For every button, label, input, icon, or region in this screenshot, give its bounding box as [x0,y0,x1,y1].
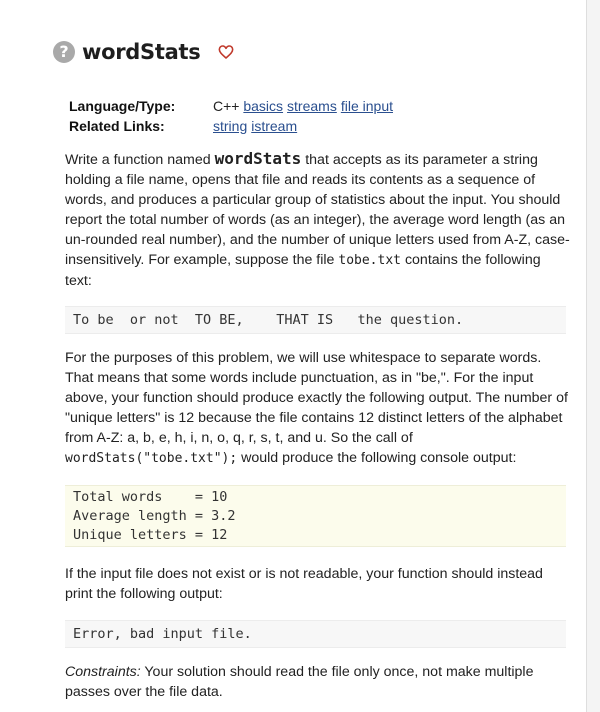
heart-outline-icon[interactable] [218,44,234,60]
language-label: Language/Type: [69,98,176,114]
link-file-input[interactable]: file input [340,98,393,114]
function-call: wordStats("tobe.txt"); [65,451,238,466]
link-streams[interactable]: streams [287,98,337,114]
description-paragraph-2: For the purposes of this problem, we will use whitespace to separate words. That means that some words include punctuation, as in "be,". For the input above, your function should produce exactly the following output. The number of "unique letters" is 12 because the file contains 12 distinct letters of the alphabet from A-Z: a, b, e, h, i, n, o, q, r, s, t, and u. So the call of wordStats("tobe.txt"); would produce the following console output: [65,350,568,466]
constraints-paragraph: Constraints: Your solution should read the file only once, not make multiple passes over the file data. [65,664,534,700]
related-label: Related Links: [69,118,165,134]
description-paragraph-1: Write a function named wordStats that accepts as its parameter a string holding a file name, opens that file and reads its contents as a sequence of words, and produces a particular group of statistics about the input. You should report the total number of words (as an integer), the average word length (as an un-rounded real number), and the number of unique letters used from A-Z, case-insensitively. For example, suppose the file tobe.txt contains the following text: [65,149,570,289]
page-scrollbar[interactable] [586,0,600,712]
function-name: wordStats [214,149,302,168]
title-row [53,38,234,66]
constraints-label: Constraints: [65,664,141,680]
console-output-code: Total words = 10 Average length = 3.2 Unique letters = 12 [65,485,566,547]
help-icon[interactable]: ? [53,41,75,63]
link-istream[interactable]: istream [251,118,298,134]
input-file-code: To be or not TO BE, THAT IS the question. [65,306,566,334]
language-value: C++ [213,98,240,114]
error-output-code: Error, bad input file. [65,620,566,648]
problem-meta [69,96,397,136]
link-string[interactable]: string [213,118,248,134]
link-basics[interactable]: basics [243,98,284,114]
description-paragraph-3: If the input file does not exist or is not readable, your function should instead print the following output: [65,566,543,602]
file-name: tobe.txt [338,253,401,268]
problem-title: wordStats [82,40,201,64]
